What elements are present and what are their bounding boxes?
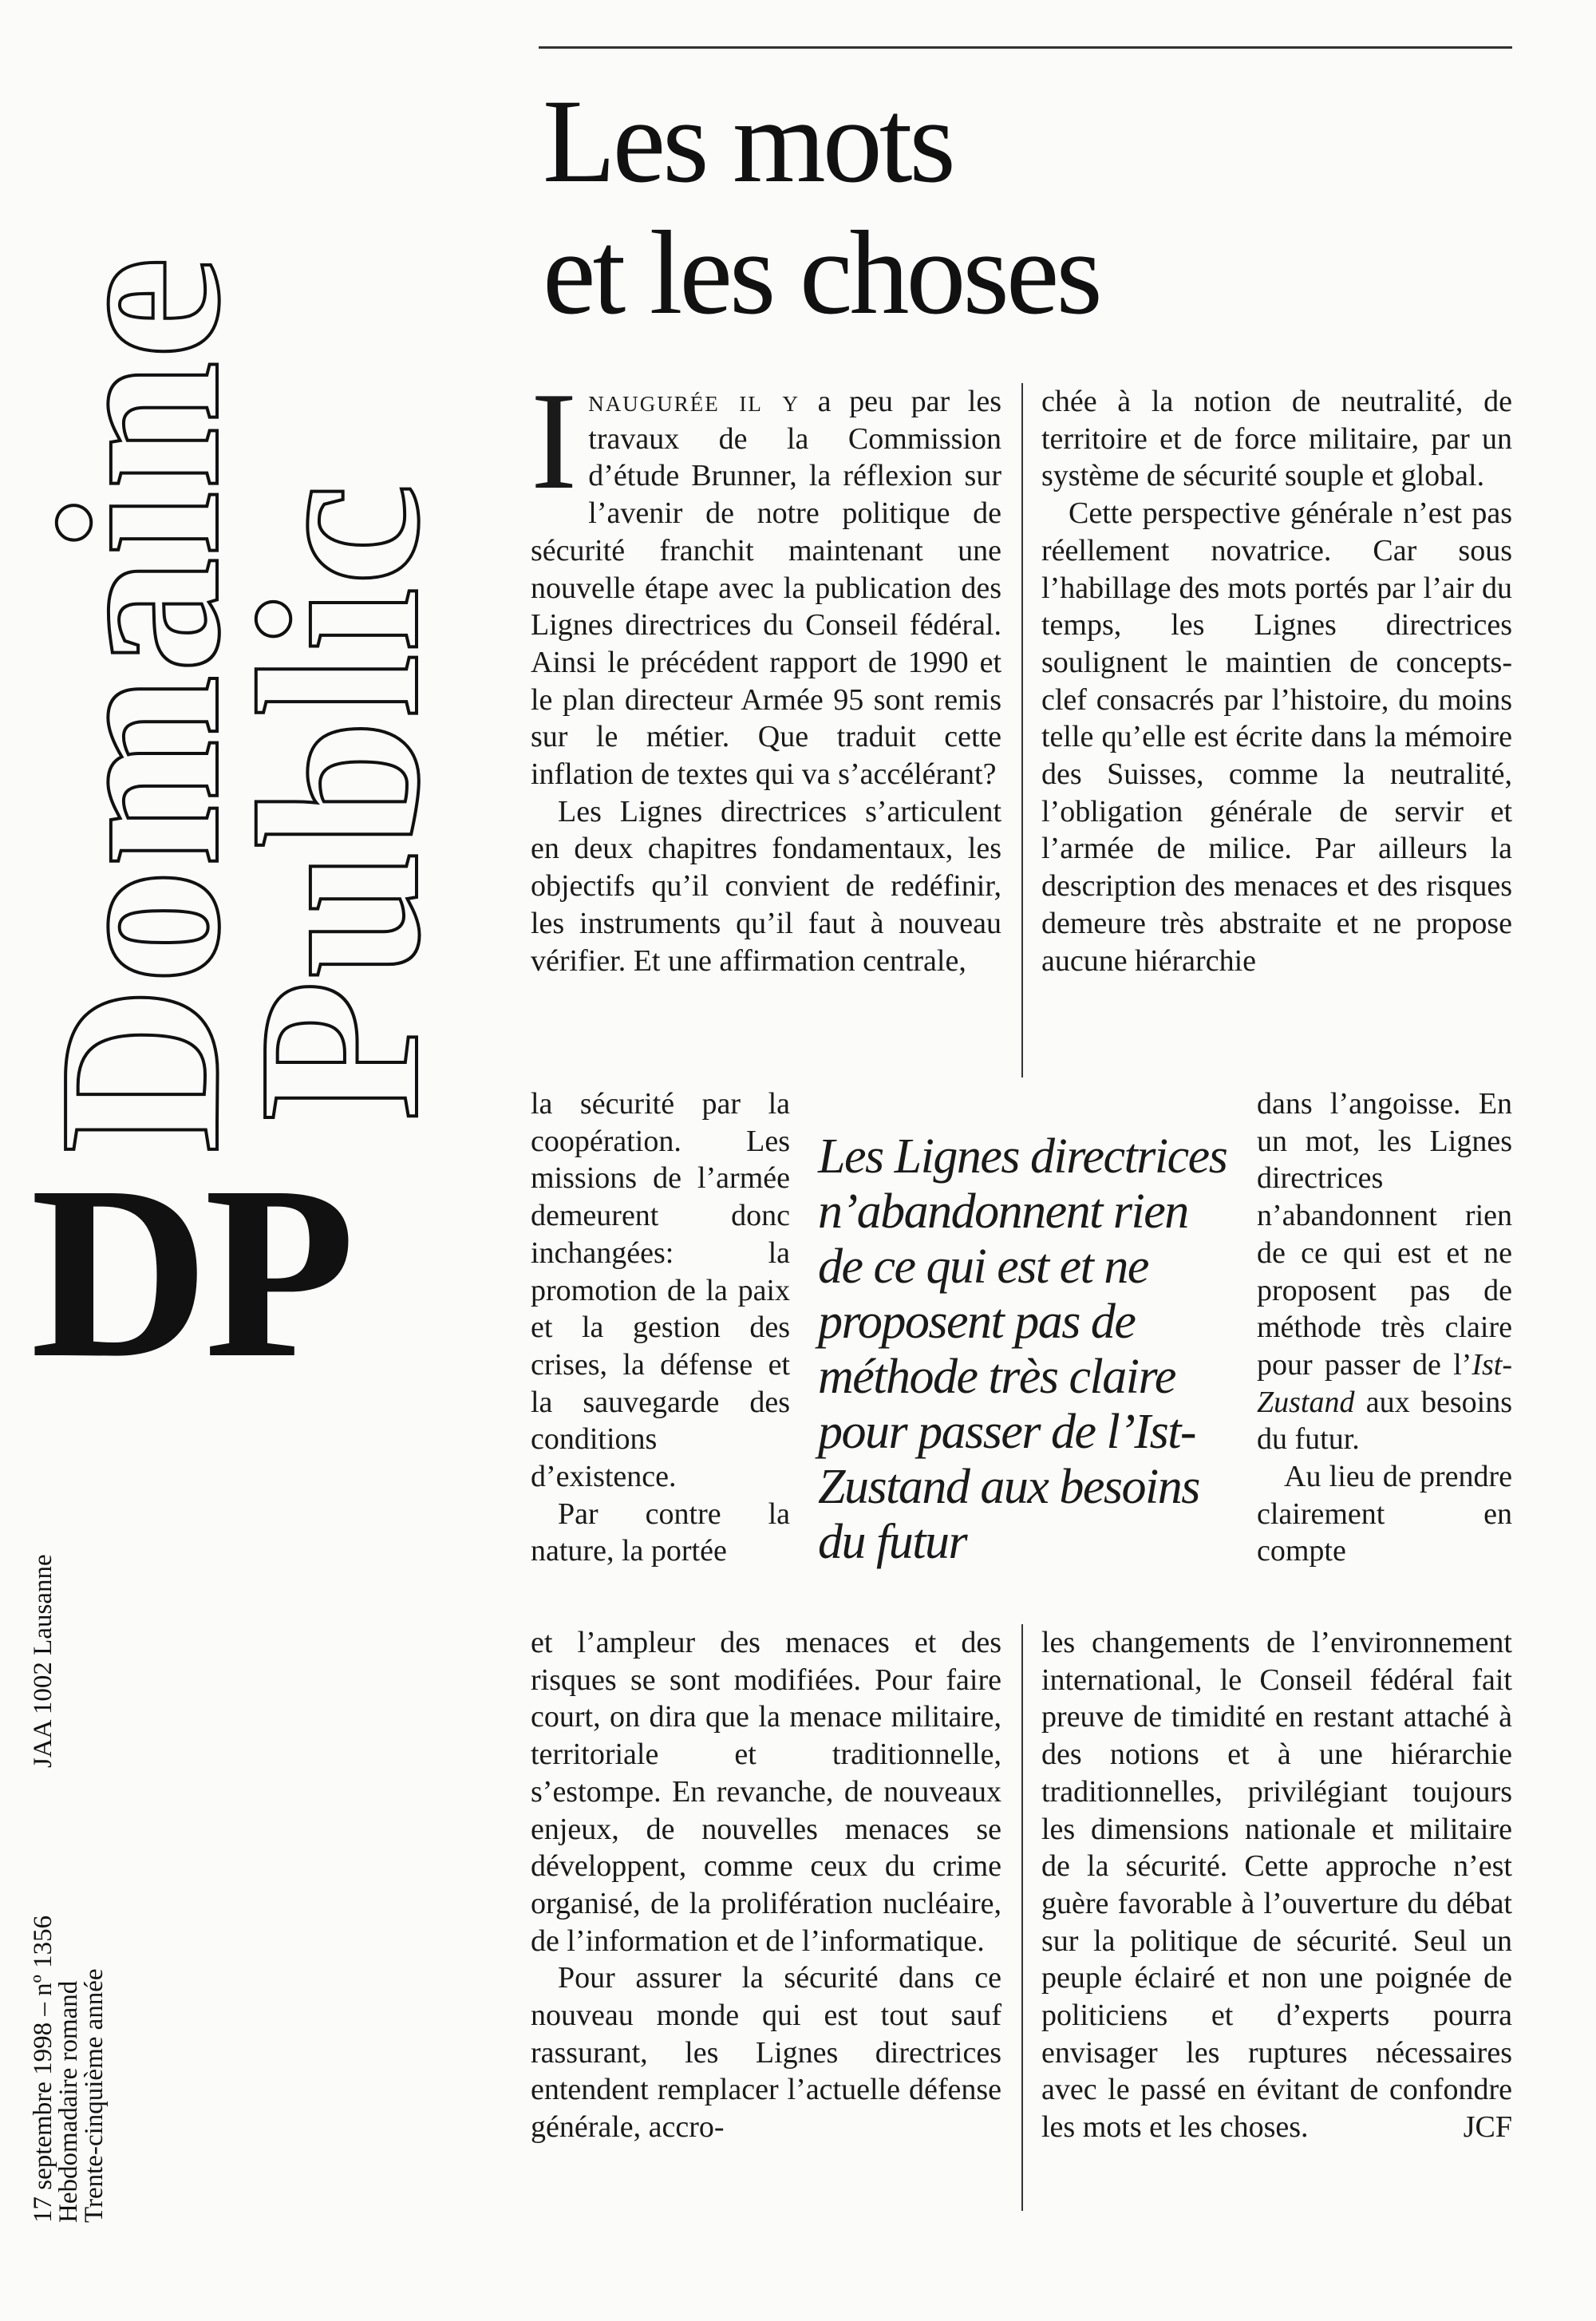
issue-date: 17 septembre 1998 – nº 1356 [29,1915,57,2223]
column-rule-bottom [1021,1624,1023,2211]
paragraph-3-bottom: et l’ampleur des menaces et des risques se sont modifiées. Pour faire court, on dira que la menace militaire, territoriale et traditionnelle, s’estompe. En revanche, de nouveaux enjeux, de nouvelles menaces se développent, comme ceux du crime organisé, de la prolifération nucléaire, de l’information et de l’informatique. [531,1626,1001,1958]
masthead-word-domaine: Domaine [11,255,267,1153]
paragraph-5-top: Cette perspective générale n’est pas réellement novatrice. Car sous l’habillage des mots portés par l’air du temps, les Lignes directrices soulignent le maintien de concepts-clef consacrés par l’histoire, du moins telle qu’elle est écrite dans la mémoire des Suisses, comme la neutralité, l’obligation générale de servir et l’armée de milice. Par ailleurs la description des menaces et des risques demeure très abstraite et ne propose aucune hiérarchie [1041,496,1512,978]
paragraph-4: Pour assurer la sécurité dans ce nouveau monde qui est tout sauf rassurant, les Lignes directrices entendent remplacer l’actuelle défense générale, accro- [531,1961,1001,2145]
masthead-initials: DP [30,1136,351,1410]
article-column-right-top [1041,383,1512,979]
title-line-1: Les mots [543,75,953,208]
article-column-right-narrow [1257,1085,1512,1570]
article-column-left-bottom [531,1624,1001,2146]
article-column-right-bottom [1041,1624,1512,2146]
drop-cap: I [531,363,578,518]
paragraph-6-text: les changements de l’environnement international, le Conseil fédéral fait preuve de timidité en restant attaché à des notions et à une hiérarchie traditionnelles, privilégiant toujours les dimensions nationale et militaire de la sécurité. Cette approche n’est guère favorable à l’ouverture du débat sur la politique de sécurité. Seul un peuple éclairé et non une poignée de politiciens et d’experts pourra envisager les ruptures nécessaires avec le passé en évitant de confondre les mots et les choses. [1041,1626,1512,2145]
paragraph-6-bottom [1041,1624,1512,2146]
paragraph-5-narrow-end: aux besoins du futur. [1257,1385,1512,1457]
top-rule [539,46,1512,49]
publication-frequency: Hebdomadaire romand [54,1980,83,2223]
title-line-2: et les choses [543,207,1100,339]
masthead-word-public: Public [211,481,467,1121]
paragraph-2-top: Les Lignes directrices s’articulent en deux chapitres fondamentaux, les objectifs qu’il convient de redéfinir, les instruments qu’il faut à nouveau vérifier. Et une affirmation centrale, [531,794,1001,978]
author-signature: JCF [1463,2110,1512,2145]
paragraph-4-continued: chée à la notion de neutralité, de territoire et de force militaire, par un système de sécurité souple et global. [1041,385,1512,493]
paragraph-6-narrow: Au lieu de prendre clairement en compte [1257,1460,1512,1568]
column-rule-top [1021,383,1023,1077]
article-column-left-narrow [531,1085,790,1570]
paragraph-2-narrow: la sécurité par la coopération. Les missions de l’armée demeurent donc inchangées: la promotion de la paix et la gestion des crises, la défense et la sauvegarde des conditions d’existence. [531,1087,790,1494]
paragraph-5-narrow [1257,1085,1512,1458]
postal-mark: JAA 1002 Lausanne [29,1554,57,1768]
publication-year: Trente-cinquième année [80,1968,109,2223]
ist-zustand-term: Ist-Zustand [1257,1347,1512,1419]
paragraph-3-narrow: Par contre la nature, la portée [531,1497,790,1568]
article-column-left-top [531,363,1001,979]
paragraph-1-text: a peu par les travaux de la Commission d’étude Brunner, la réflexion sur l’avenir de notre politique de sécurité franchit maintenant une nouvelle étape avec la publication des Lignes directrices du Conseil fédéral. Ainsi le précédent rapport de 1990 et le plan directeur Armée 95 sont remis sur le métier. Que traduit cette inflation de textes qui va s’accélérant? [531,385,1001,792]
article-title [543,76,1100,339]
paragraph-1 [531,363,1001,793]
paragraph-5-narrow-text: dans l’angoisse. En un mot, les Lignes directrices n’abandonnent rien de ce qui est et ne proposent pas de méthode très claire pour passer de l’ [1257,1087,1512,1382]
lead-smallcaps: naugurée il y [588,385,800,418]
pull-quote: Les Lignes directrices n’abandonnent rien de ce qui est et ne proposent pas de méthode très claire pour passer de l’Ist-Zustand aux besoins du futur [818,1129,1227,1569]
